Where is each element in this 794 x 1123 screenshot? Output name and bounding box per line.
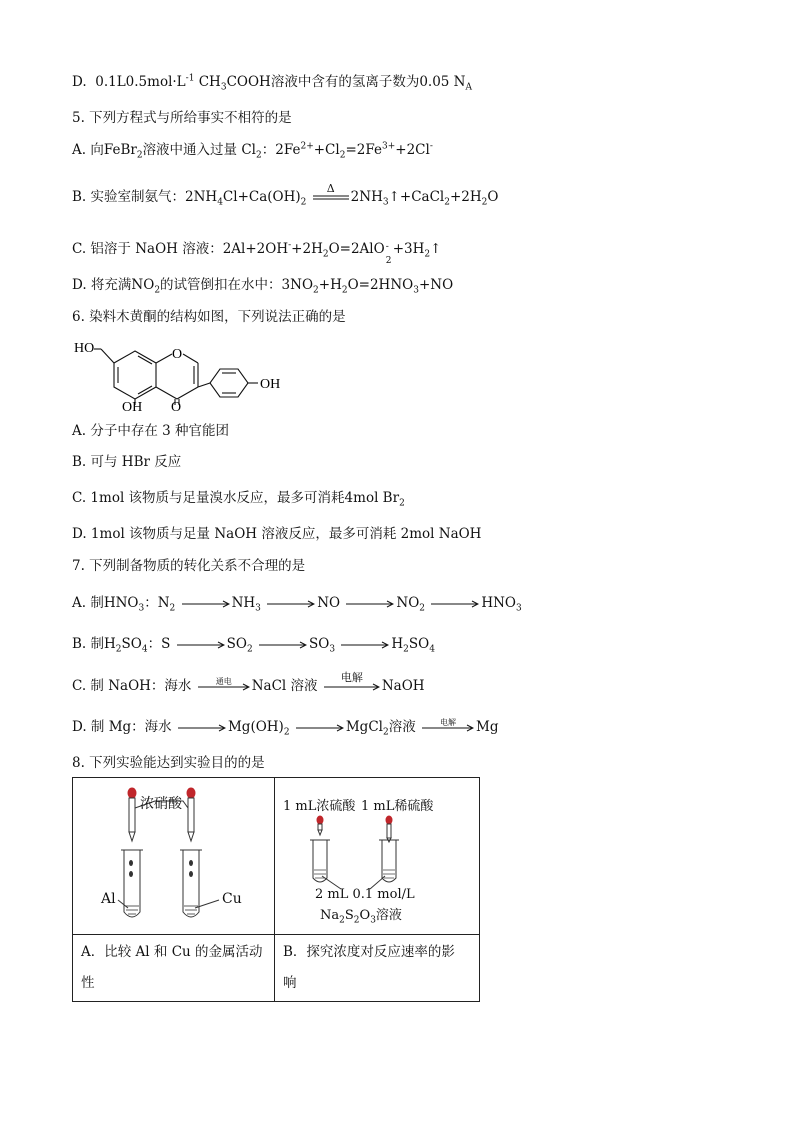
- metal-label-al: Al: [101, 891, 116, 907]
- experiment-table: [72, 777, 480, 1002]
- arrow-icon: 电解: [422, 723, 474, 733]
- q7-option-b: B. 制$H_2SO_4$：S $SO_2$ $SO_3$ $H_2SO_4$: [72, 636, 435, 655]
- arrow-icon: [296, 723, 344, 733]
- arrow-icon: [341, 640, 389, 650]
- q7-option-c: C. 制 NaOH：海水 通电 NaCl 溶液 电解 NaOH: [72, 670, 425, 694]
- solution-label-concentration: 2 mL 0.1 mol/L: [315, 887, 415, 902]
- q6-option-d: D. 1mol 该物质与足量 NaOH 溶液反应，最多可消耗 2mol NaOH: [72, 526, 482, 542]
- genistein-structure: [72, 333, 282, 413]
- q6-option-b: B. 可与 HBr 反应: [72, 454, 182, 470]
- structure-label-oh-bottom: OH: [122, 400, 143, 413]
- arrow-icon: 通电: [198, 682, 250, 692]
- q5-option-b: B. 实验室制氨气：$2NH_4Cl+Ca(OH)_2$ Δ $2NH_3↑+CaCl_2+2H_2O$: [72, 181, 499, 208]
- q6-option-a: A. 分子中存在 3 种官能团: [72, 423, 230, 439]
- experiment-b-caption: B．探究浓度对反应速率的影 响: [275, 935, 480, 1002]
- arrow-icon: [431, 599, 479, 609]
- structure-label-o-keto: O: [171, 400, 182, 413]
- arrow-icon: [182, 599, 230, 609]
- structure-label-ho: HO: [74, 341, 95, 356]
- q5-option-c: C. 铝溶于 NaOH 溶液：$2Al+2OH^-+2H_2O=2AlO$ - 2 $+3H_2↑$: [72, 240, 442, 266]
- arrow-icon: [259, 640, 307, 650]
- question-8-stem: 8. 下列实验能达到实验目的的是: [72, 755, 265, 771]
- equal-sign-condition: Δ: [326, 181, 335, 195]
- structure-label-o-ring: O: [172, 347, 183, 362]
- arrow-icon: [346, 599, 394, 609]
- arrow-icon: [267, 599, 315, 609]
- q5-option-a: A. 向FeBr$_2$溶液中通入过量 $Cl_2$：$2Fe^{2+}+Cl_2=2Fe^{3+}+2Cl^-$: [72, 141, 433, 161]
- question-7-stem: 7. 下列制备物质的转化关系不合理的是: [72, 558, 306, 574]
- question-5-stem: 5. 下列方程式与所给事实不相符的是: [72, 110, 292, 126]
- reagent-label: 浓硝酸: [140, 796, 182, 812]
- metal-label-cu: Cu: [222, 891, 242, 907]
- experiment-b-figure: [275, 778, 480, 935]
- structure-label-oh-right: OH: [260, 377, 281, 392]
- q5-option-d: D. 将充满$NO_2$的试管倒扣在水中：$3NO_2+H_2O=2HNO_3+NO$: [72, 277, 454, 296]
- arrow-icon: [177, 640, 225, 650]
- experiment-a-figure: [73, 778, 275, 935]
- arrow-icon: 电解: [324, 682, 380, 692]
- experiment-a-caption: A．比较 Al 和 Cu 的金属活动 性: [73, 935, 275, 1002]
- solution-label-name: $Na_2S_2O_3$溶液: [320, 908, 402, 926]
- reagent-label-dilute: 1 mL稀硫酸: [361, 799, 434, 814]
- question-6-stem: 6. 染料木黄酮的结构如图，下列说法正确的是: [72, 309, 346, 325]
- reagent-label-concentrated: 1 mL浓硫酸: [283, 799, 356, 814]
- arrow-icon: [178, 723, 226, 733]
- q4-option-d: D. $0.1L0.5mol\cdot L^{-1}$ $CH_3COOH$溶液中含有的氢离子数为0.05 $N_A$: [72, 73, 472, 93]
- q7-option-d: D. 制 Mg：海水 $Mg(OH)_2$ MgCl$_2$溶液 电解 Mg: [72, 717, 499, 738]
- q7-option-a: A. 制$HNO_3$：$N_2$ $NH_3$ NO $NO_2$ $HNO_3$: [72, 595, 522, 614]
- q6-option-c: C. 1mol 该物质与足量溴水反应，最多可消耗4mol $Br_2$: [72, 490, 405, 509]
